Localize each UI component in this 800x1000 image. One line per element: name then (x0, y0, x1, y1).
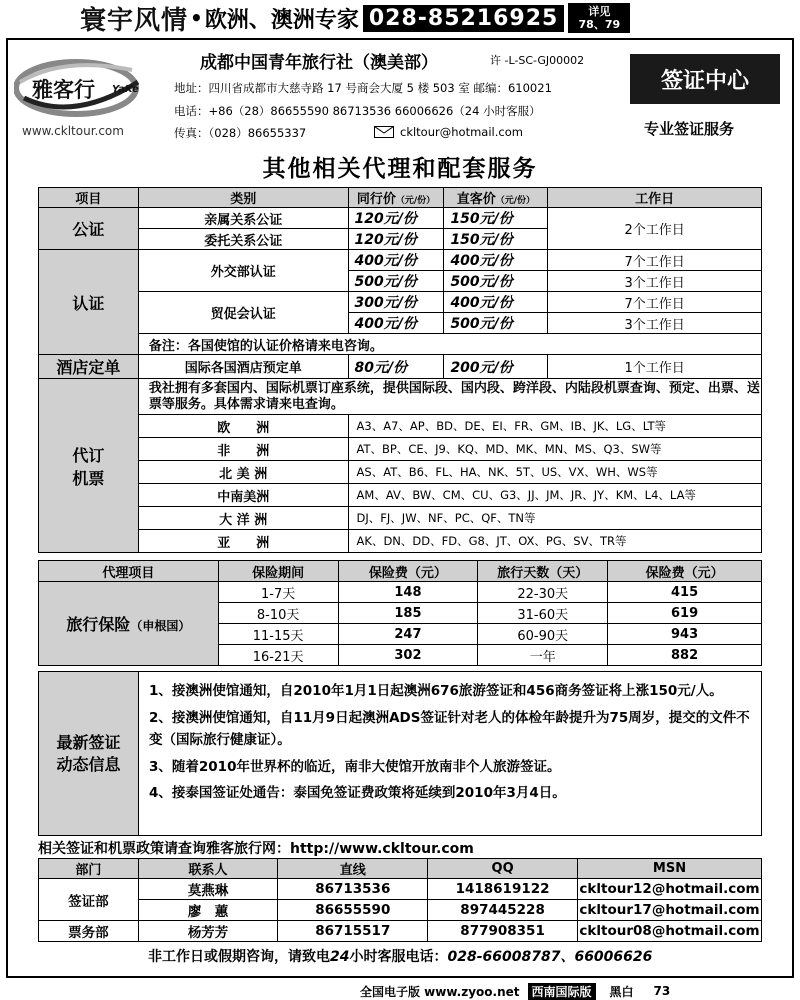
table-cell: 150元/份 (444, 208, 548, 229)
table-cell: 120元/份 (348, 229, 444, 250)
table-cell: 619 (608, 603, 762, 624)
header-item: 项目 (39, 188, 139, 208)
see-pages: 78、79 (578, 18, 621, 31)
table-cell: 22-30天 (478, 582, 608, 603)
page-title: 其他相关代理和配套服务 (262, 156, 538, 182)
contact-phone: 86713536 (278, 879, 428, 900)
policy-link[interactable]: 相关签证和机票政策请查询雅客旅行网：http://www.ckltour.com (38, 841, 474, 857)
region-codes: DJ、FJ、JW、NF、PC、QF、TN等 (348, 507, 761, 530)
ticket-intro: 我社拥有多套国内、国际机票订座系统，提供国际段、国内段、跨洋段、内陆段机票查询、预定、出票、送票等服务。具体需求请来电查询。 (138, 379, 761, 415)
table-cell: 247 (338, 624, 478, 645)
contact-person: 廖 蕙 (138, 900, 278, 921)
table-cell: 80元/份 (348, 355, 444, 379)
fax: 传真：（028）86655337 (174, 126, 307, 140)
direct-price-label: 直客价 (456, 192, 496, 207)
logo-chinese: 雅客行 (32, 78, 95, 102)
news-item: 3、随着2010年世界杯的临近，南非大使馆开放南非个人旅游签证。 (149, 758, 561, 775)
section-insurance (39, 582, 219, 666)
banner-phone: 028-85216925 (363, 5, 565, 32)
section-certification: 认证 (39, 250, 139, 355)
table-cell: 1-7天 (218, 582, 338, 603)
hotline-prefix: 非工作日或假期咨询，请致电 (148, 949, 330, 965)
header-category: 类别 (138, 188, 348, 208)
header-fee: 保险费（元） (338, 561, 478, 582)
table-cell: 400元/份 (348, 313, 444, 334)
table-cell: 150元/份 (444, 229, 548, 250)
region-name: 非 洲 (138, 438, 348, 461)
table-cell: 302 (338, 645, 478, 666)
section-hotel: 酒店定单 (39, 355, 139, 379)
hotline-numbers: 028-66008787、66006626 (447, 949, 653, 965)
region-codes: AK、DN、DD、FD、G8、JT、OX、PG、SV、TR等 (348, 530, 761, 553)
region-name: 中南美洲 (138, 484, 348, 507)
peer-price-label: 同行价 (356, 192, 396, 207)
table-cell: 200元/份 (444, 355, 548, 379)
header-fee-2: 保险费（元） (608, 561, 762, 582)
footer-bw: 黑白 (609, 984, 634, 999)
footer-page-number: 73 (653, 984, 671, 998)
insurance-table (38, 560, 762, 666)
page-footer (360, 982, 800, 1000)
header-workdays: 工作日 (548, 188, 762, 208)
contact-phone: 86715517 (278, 921, 428, 942)
contact-msn: ckltour12@hotmail.com (577, 879, 761, 900)
section-notary: 公证 (39, 208, 139, 250)
table-cell: 400元/份 (348, 250, 444, 271)
address: 地址：四川省成都市大慈寺路 17 号商会大厦 5 楼 503 室 邮编：610021 (174, 81, 552, 95)
services-table (38, 187, 762, 553)
top-banner (0, 0, 800, 36)
banner-dot: • (190, 6, 203, 30)
header-period: 保险期间 (218, 561, 338, 582)
ticket-label-2: 机票 (72, 468, 105, 488)
table-cell: 31-60天 (478, 603, 608, 624)
banner-tagline: 欧洲、澳洲专家 (204, 7, 359, 33)
company-name: 成都中国青年旅行社（澳美部） (200, 53, 438, 73)
header-direct-price (444, 188, 548, 208)
region-name: 亚 洲 (138, 530, 348, 553)
banner-see-pages (568, 3, 630, 33)
visa-center-badge: 签证中心 (630, 54, 780, 104)
website-link[interactable]: www.ckltour.com (22, 124, 124, 138)
table-cell: 185 (338, 603, 478, 624)
region-name: 欧 洲 (138, 415, 348, 438)
table-cell: 500元/份 (348, 271, 444, 292)
table-cell: 3个工作日 (548, 313, 762, 334)
table-cell: 国际各国酒店预定单 (138, 355, 348, 379)
table-cell: 1个工作日 (548, 355, 762, 379)
table-cell: 贸促会认证 (138, 292, 348, 334)
table-cell: 120元/份 (348, 208, 444, 229)
logo-english: YaKe (112, 84, 139, 95)
contact-phone: 86655590 (278, 900, 428, 921)
news-item: 1、接澳洲使馆通知，自2010年1月1日起澳洲676旅游签证和456商务签证将上涨150元/人。 (149, 683, 723, 699)
header-agent-item: 代理项目 (39, 561, 219, 582)
news-list (149, 680, 759, 805)
table-cell: 外交部认证 (138, 250, 348, 292)
region-name: 北 美 洲 (138, 461, 348, 484)
contact-person: 杨芳芳 (138, 921, 278, 942)
header-travel-days: 旅行天数（天） (478, 561, 608, 582)
table-cell: 500元/份 (444, 271, 548, 292)
news-item: 4、接泰国签证处通告：泰国免签证费政策将延续到2010年3月4日。 (149, 785, 566, 801)
region-codes: A3、A7、AP、BD、DE、EI、FR、GM、IB、JK、LG、LT等 (348, 415, 761, 438)
email[interactable] (374, 125, 523, 139)
section-ticket (39, 379, 139, 553)
table-cell: 300元/份 (348, 292, 444, 313)
footer-edition: 全国电子版 www.zyoo.net (360, 984, 520, 999)
footer-region: 西南国际版 (528, 983, 596, 1000)
contact-qq: 1418619122 (428, 879, 578, 900)
envelope-icon (374, 126, 394, 138)
region-codes: AT、BP、CE、J9、KQ、MD、MK、MN、MS、Q3、SW等 (348, 438, 761, 461)
news-label-1: 最新签证 (56, 732, 121, 752)
table-cell: 8-10天 (218, 603, 338, 624)
direct-price-unit: （元/份） (495, 196, 536, 206)
news-item: 2、接澳洲使馆通知，自11月9日起澳洲ADS签证针对老人的体检年龄提升为75周岁，提交的文件不变（国际旅行健康证）。 (149, 709, 750, 748)
insurance-note: （申根国） (130, 619, 191, 633)
table-cell: 882 (608, 645, 762, 666)
dept-visa: 签证部 (39, 879, 139, 921)
insurance-label: 旅行保险 (66, 615, 131, 634)
visa-news (38, 671, 762, 836)
table-cell: 148 (338, 582, 478, 603)
region-name: 大 洋 洲 (138, 507, 348, 530)
table-cell: 7个工作日 (548, 292, 762, 313)
header-qq: QQ (428, 859, 578, 879)
header-msn: MSN (577, 859, 761, 879)
table-cell: 500元/份 (444, 313, 548, 334)
table-cell: 2个工作日 (548, 208, 762, 250)
certification-note: 备注：各国使馆的认证价格请来电咨询。 (138, 334, 761, 355)
header-direct: 直线 (278, 859, 428, 879)
peer-price-unit: （元/份） (395, 196, 436, 206)
region-codes: AS、AT、B6、FL、HA、NK、5T、US、VX、WH、WS等 (348, 461, 761, 484)
contacts-table (38, 858, 762, 942)
news-label-2: 动态信息 (56, 754, 121, 774)
visa-center-subtitle: 专业签证服务 (644, 120, 735, 138)
header-peer-price (348, 188, 444, 208)
ticket-label-1: 代订 (72, 445, 105, 465)
dept-ticket: 票务部 (39, 921, 139, 942)
email-address: ckltour@hotmail.com (400, 125, 523, 139)
table-cell: 400元/份 (444, 250, 548, 271)
see-label: 详见 (588, 5, 611, 18)
table-cell: 7个工作日 (548, 250, 762, 271)
contact-msn: ckltour17@hotmail.com (577, 900, 761, 921)
contact-person: 莫燕琳 (138, 879, 278, 900)
table-cell: 一年 (478, 645, 608, 666)
contact-qq: 877908351 (428, 921, 578, 942)
table-cell: 415 (608, 582, 762, 603)
hotline-mid: 小时客服电话： (349, 949, 448, 965)
table-cell: 400元/份 (444, 292, 548, 313)
banner-brand: 寰宇风情 (80, 5, 189, 36)
table-cell: 委托关系公证 (138, 229, 348, 250)
license-number: 许 -L-SC-GJ00002 (490, 54, 585, 67)
contact-qq: 897445228 (428, 900, 578, 921)
table-cell: 11-15天 (218, 624, 338, 645)
yake-logo (14, 52, 146, 120)
table-cell: 亲属关系公证 (138, 208, 348, 229)
table-cell: 16-21天 (218, 645, 338, 666)
header-dept: 部门 (39, 859, 139, 879)
hotline (148, 946, 652, 966)
telephone: 电话：+86（28）86655590 86713536 66006626（24 小时客服） (174, 104, 541, 118)
table-cell: 3个工作日 (548, 271, 762, 292)
table-cell: 943 (608, 624, 762, 645)
news-label (39, 672, 139, 835)
table-cell: 60-90天 (478, 624, 608, 645)
region-codes: AM、AV、BW、CM、CU、G3、JJ、JM、JR、JY、KM、L4、LA等 (348, 484, 761, 507)
hotline-24: 24 (330, 949, 350, 965)
contact-msn: ckltour08@hotmail.com (577, 921, 761, 942)
header-person: 联系人 (138, 859, 278, 879)
